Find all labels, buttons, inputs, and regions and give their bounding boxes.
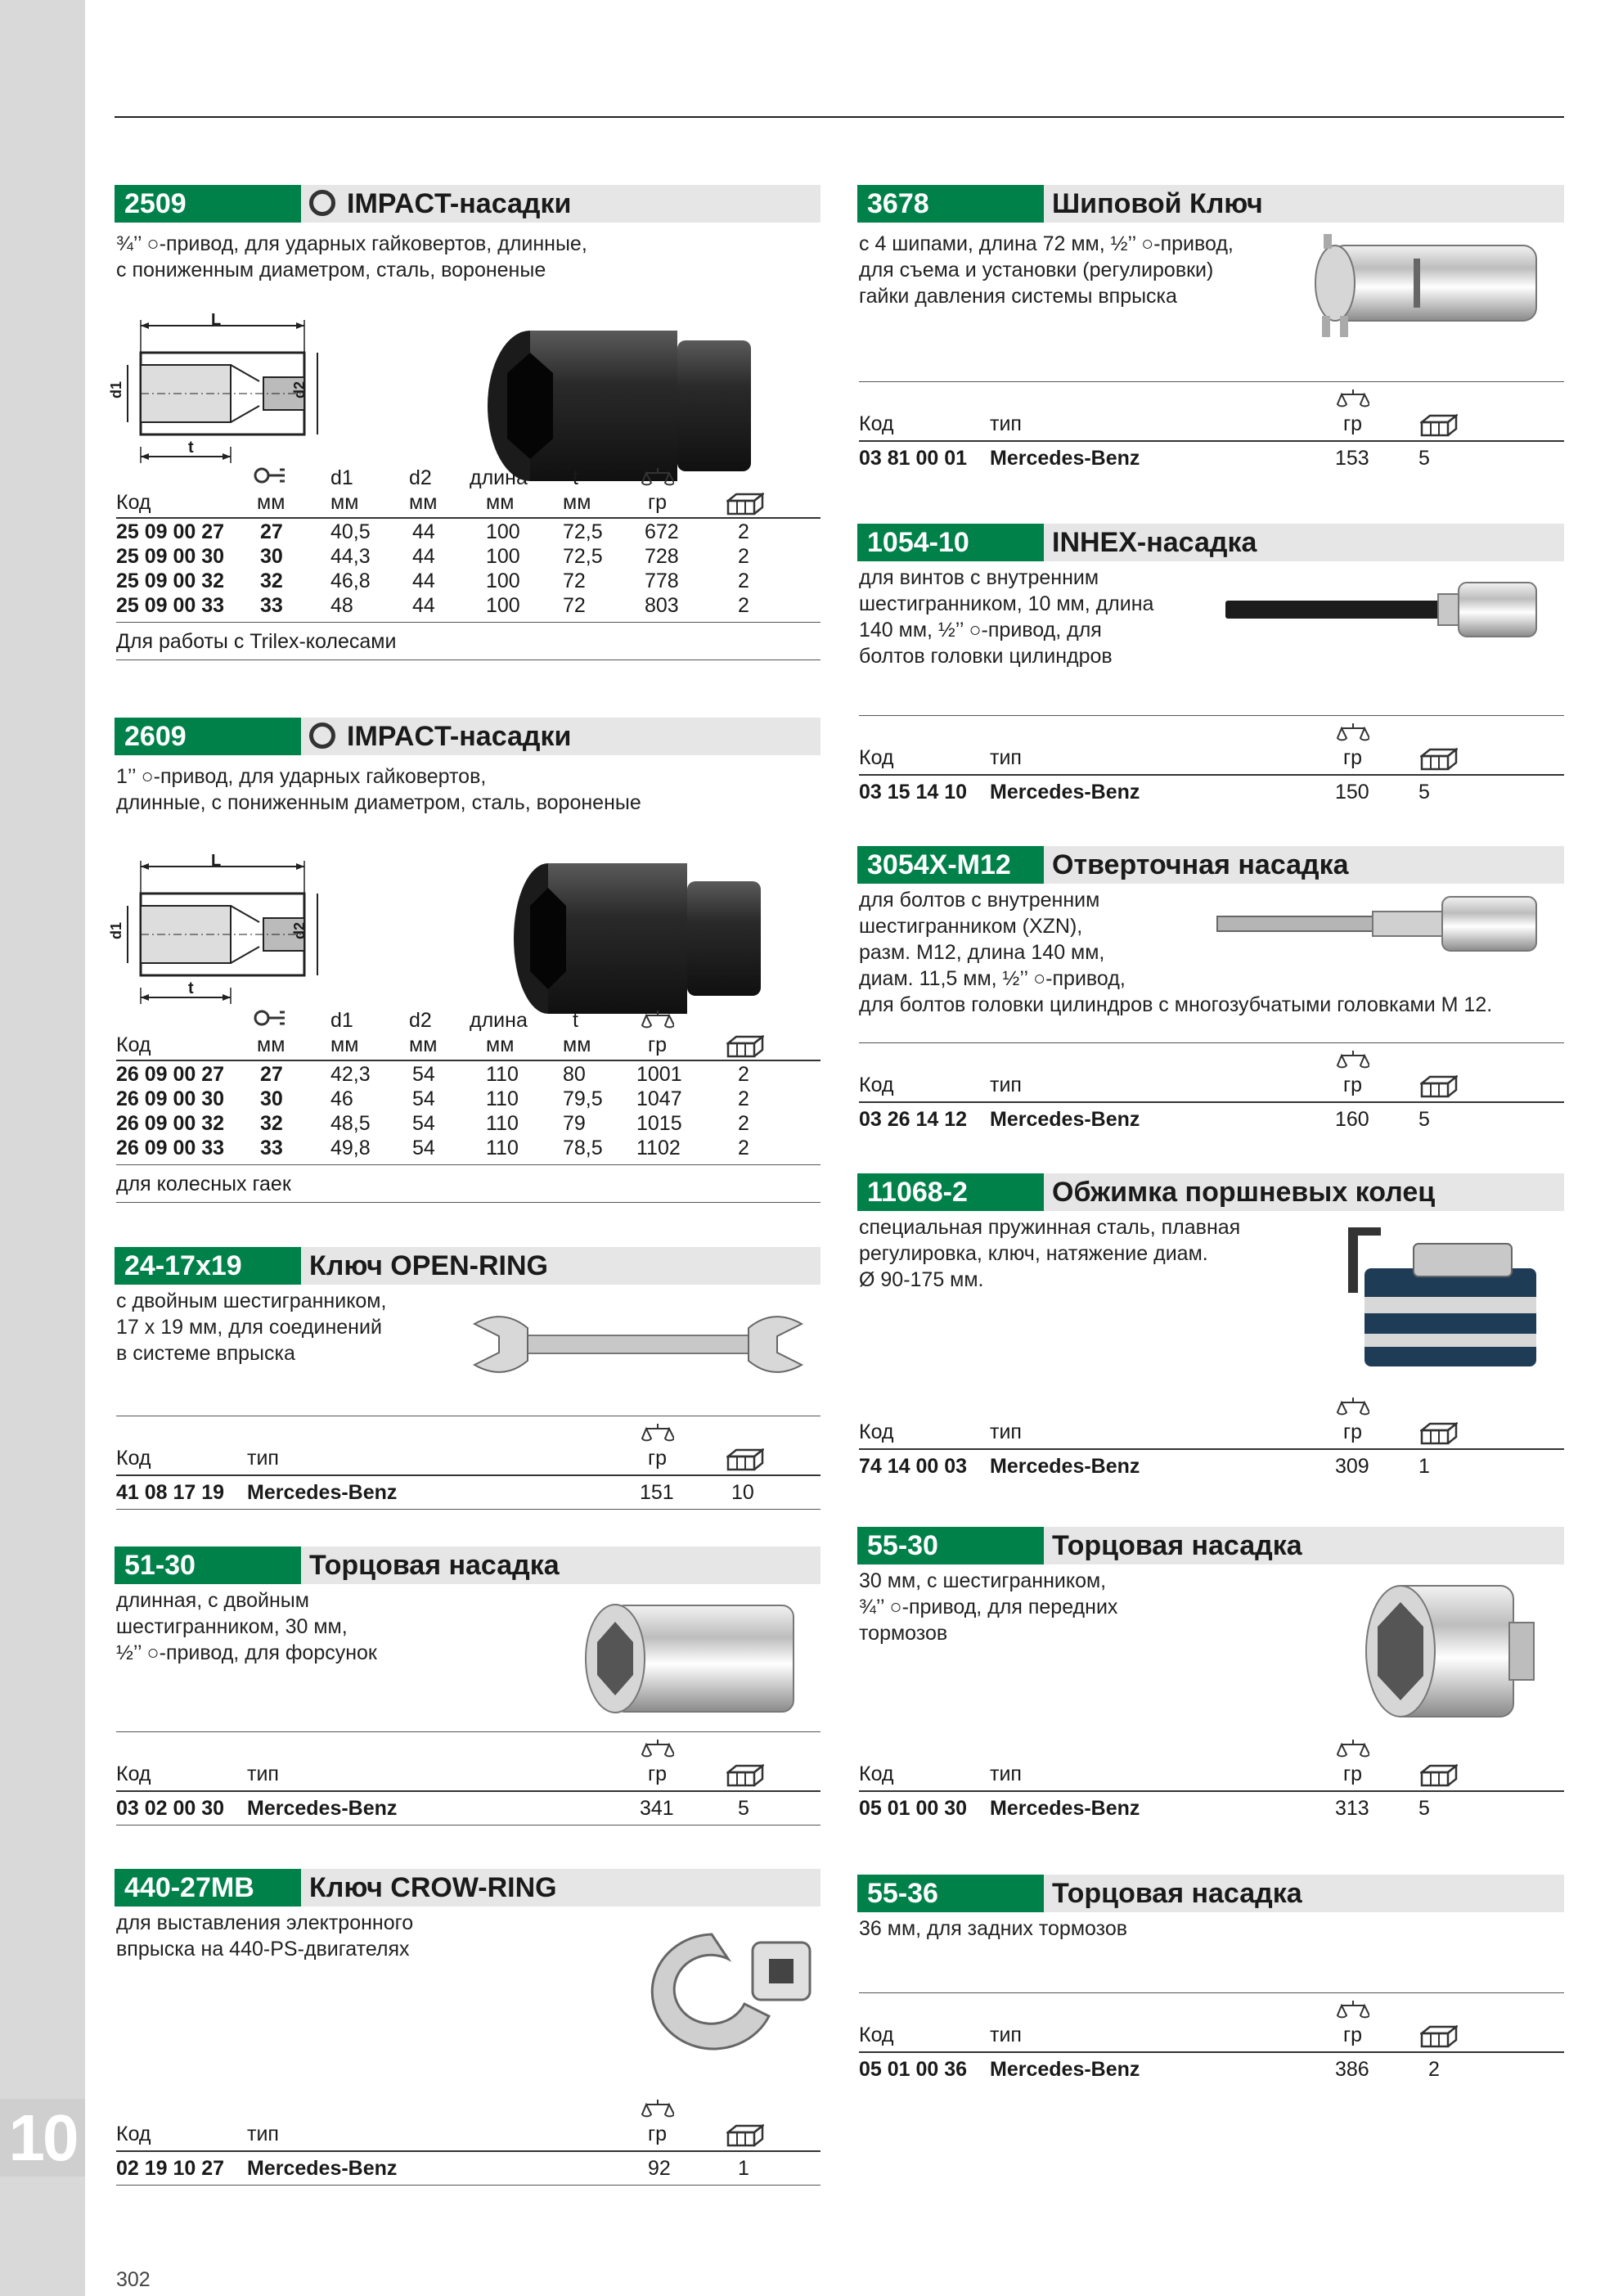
col-t: t [573, 466, 578, 489]
product-title: Торцовая насадка [1052, 1530, 1302, 1561]
table-end-rule [116, 1825, 820, 1826]
product-code: 24-17x19 [115, 1247, 301, 1285]
package-icon [726, 1448, 764, 1471]
package-icon [1420, 414, 1458, 437]
package-icon [1420, 1764, 1458, 1787]
product-description: с двойным шестигранником, 17 x 19 мм, для соединений в системе впрыска [116, 1290, 387, 1365]
weight-icon [641, 466, 674, 491]
product-title: Шиповой Ключ [1052, 188, 1263, 219]
spanner-socket-image [1299, 234, 1544, 340]
weight-icon [1337, 1396, 1369, 1420]
col-code: Код [859, 746, 894, 769]
product-title: IMPACT-насадки [309, 718, 571, 755]
product-code: 3678 [857, 185, 1044, 223]
socket-image [1358, 1578, 1538, 1725]
section-header [857, 524, 1564, 561]
col-code: Код [116, 2123, 151, 2145]
col-code: Код [859, 1420, 894, 1443]
section-2509 [108, 185, 820, 676]
dim-t-label: t [188, 979, 194, 997]
dim-L-label: L [211, 852, 222, 870]
section-55-36 [857, 1875, 1564, 2136]
product-description: для болтов с внутренним шестигранником (XZN), разм. М12, длина 140 мм, диам. 11,5 мм, ½’’ ○-привод, для болтов головки цилиндров с многозубчатыми головками М 12. [859, 889, 1493, 1016]
spec-table: d1 d2 длина t Код мм мм мм мм мм гр 25 09 00 27 27 40,5 44 100 72,5 672 2 25 09 00 30 30 44,3 44 100 72,5 728 2 25 09 00 32 32 46,8 44 100 72 778 2 25 09 00 33 33 48 44 100 72 803 2 Для работы с Trilex-колесами [116, 466, 820, 679]
section-header [857, 185, 1564, 223]
inhex-bit-image [1217, 578, 1544, 643]
col-size-unit: мм [257, 491, 285, 514]
product-description: ¾’’ ○-привод, для ударных гайковертов, длинные, с пониженным диаметром, сталь, вороненые [116, 232, 587, 281]
col-d2-unit: мм [409, 1033, 438, 1056]
weight-icon [1337, 1049, 1369, 1074]
section-440-27MB [115, 1869, 820, 2204]
header-rule [859, 1790, 1564, 1792]
header-rule [859, 440, 1564, 442]
col-length: длина [470, 1009, 528, 1032]
socket-image [581, 1597, 802, 1720]
spec-table: Код тип гр 02 19 10 27 Mercedes-Benz 92 1 [116, 2091, 820, 2198]
col-code: Код [116, 1033, 151, 1056]
table-end-rule [116, 1164, 820, 1165]
open-ring-wrench-image [466, 1308, 810, 1381]
product-title: Ключ CROW-RING [309, 1872, 557, 1903]
weight-icon [641, 2098, 674, 2123]
top-rule [116, 1731, 820, 1732]
product-code: 55-36 [857, 1875, 1044, 1912]
col-type: тип [990, 746, 1022, 769]
section-end-rule [116, 1202, 820, 1203]
product-description: для выставления электронного впрыска на 440-PS-двигателях [116, 1911, 414, 1961]
package-icon [1420, 748, 1458, 771]
section-header [115, 1546, 820, 1584]
spec-table: Код тип гр 03 02 00 30 Mercedes-Benz 341 5 [116, 1731, 820, 1838]
col-code: Код [116, 1447, 151, 1470]
product-code: 2509 [115, 185, 301, 223]
col-d1: d1 [330, 466, 353, 489]
package-icon [726, 493, 764, 515]
col-weight-unit: гр [648, 491, 668, 514]
top-rule [859, 381, 1564, 382]
col-t-unit: мм [563, 1033, 591, 1056]
weight-icon [1337, 1738, 1369, 1763]
header-rule [859, 2051, 1564, 2053]
dim-L-label: L [211, 311, 222, 329]
section-header [857, 1875, 1564, 1912]
top-rule [859, 715, 1564, 716]
section-2609 [108, 718, 820, 1233]
col-len-unit: мм [486, 1033, 515, 1056]
package-icon [1420, 1422, 1458, 1445]
col-weight-unit: гр [1343, 412, 1363, 435]
product-description: длинная, с двойным шестигранником, 30 мм, ½’’ ○-привод, для форсунок [116, 1589, 377, 1664]
weight-icon [1337, 1999, 1369, 2024]
xzn-bit-image [1201, 892, 1544, 957]
crow-ring-wrench-image [605, 1918, 818, 2057]
product-title: Торцовая насадка [309, 1550, 560, 1581]
spec-table: Код тип гр 05 01 00 30 Mercedes-Benz 313 5 [859, 1731, 1564, 1838]
package-icon [726, 1764, 764, 1787]
col-d2: d2 [409, 1009, 432, 1032]
package-icon [726, 1035, 764, 1058]
section-header [115, 718, 820, 755]
chapter-tab: 10 [0, 2099, 85, 2177]
col-weight-unit: гр [648, 1763, 668, 1785]
col-type: тип [990, 1763, 1022, 1785]
col-type: тип [247, 1447, 279, 1470]
header-rule [859, 774, 1564, 776]
spec-table: Код тип гр 74 14 00 03 Mercedes-Benz 309 1 [859, 1389, 1564, 1496]
table-end-rule [116, 622, 820, 623]
col-weight-unit: гр [648, 1033, 668, 1056]
col-type: тип [990, 412, 1022, 435]
dim-d2-label: d2 [291, 380, 308, 399]
section-header [115, 1247, 820, 1285]
spec-table: Код тип гр 05 01 00 36 Mercedes-Benz 386 2 [859, 1992, 1564, 2099]
header-rule [116, 1790, 820, 1792]
section-51-30 [115, 1546, 820, 1833]
col-weight-unit: гр [1343, 746, 1363, 769]
product-code: 51-30 [115, 1546, 301, 1584]
drive-icon [309, 723, 335, 749]
weight-icon [641, 1422, 674, 1447]
package-icon [1420, 2025, 1458, 2048]
spec-table: d1 d2 длина t Код мм мм мм мм мм гр 26 09 00 27 27 42,3 54 110 80 1001 2 26 09 00 30 30 46 54 110 79,5 1047 2 26 09 00 32 32 48,5 54 110 79 1015 2 26 09 00 33 33 49,8 54 110 78,5 1102 2 для колесных гаек [116, 1009, 820, 1238]
spec-table: Код тип гр 03 15 14 10 Mercedes-Benz 150 5 [859, 715, 1564, 822]
product-description: 1’’ ○-привод, для ударных гайковертов, длинные, с пониженным диаметром, сталь, вороненые [116, 765, 641, 814]
product-code: 11068-2 [857, 1173, 1044, 1211]
col-type: тип [247, 1763, 279, 1785]
col-d2-unit: мм [409, 491, 438, 514]
col-weight-unit: гр [1343, 1763, 1363, 1785]
header-rule [116, 2150, 820, 2152]
product-description: 36 мм, для задних тормозов [859, 1917, 1128, 1940]
weight-icon [1337, 722, 1369, 746]
col-t: t [573, 1009, 578, 1032]
product-description: специальная пружинная сталь, плавная регулировка, ключ, натяжение диам. Ø 90-175 мм. [859, 1216, 1241, 1291]
weight-icon [1337, 388, 1369, 412]
product-code: 2609 [115, 718, 301, 755]
dim-t-label: t [188, 439, 194, 457]
section-3678 [857, 185, 1564, 488]
weight-icon [641, 1009, 674, 1033]
product-title: Обжимка поршневых колец [1052, 1177, 1436, 1208]
section-1054-10 [857, 524, 1564, 818]
section-header [857, 846, 1564, 884]
product-code: 1054-10 [857, 524, 1044, 561]
section-3054X-M12 [857, 846, 1564, 1157]
product-description: 30 мм, с шестигранником, ¾’’ ○-привод, для передних тормозов [859, 1569, 1118, 1645]
dim-d1-label: d1 [108, 921, 125, 940]
product-description: с 4 шипами, длина 72 мм, ½’’ ○-привод, для съема и установки (регулировки) гайки давления системы впрыска [859, 232, 1234, 308]
col-size-unit: мм [257, 1033, 285, 1056]
col-code: Код [116, 1763, 151, 1785]
col-code: Код [859, 2024, 894, 2046]
impact-socket-image [507, 857, 769, 1020]
col-code: Код [859, 1763, 894, 1785]
header-rule [116, 517, 820, 519]
spec-table: Код тип гр 03 81 00 01 Mercedes-Benz 153 5 [859, 381, 1564, 488]
col-type: тип [247, 2123, 279, 2145]
section-header [115, 185, 820, 223]
col-code: Код [859, 412, 894, 435]
product-title: IMPACT-насадки [309, 185, 571, 223]
table-end-rule [116, 1509, 820, 1510]
col-type: тип [990, 1074, 1022, 1096]
section-header [857, 1173, 1564, 1211]
package-icon [1420, 1075, 1458, 1098]
spec-table: Код тип гр 03 26 14 12 Mercedes-Benz 160 5 [859, 1042, 1564, 1149]
col-type: тип [990, 1420, 1022, 1443]
side-strip [0, 0, 85, 2296]
top-rule [859, 1042, 1564, 1043]
page-number: 302 [116, 2268, 151, 2291]
table-note: Для работы с Trilex-колесами [116, 630, 397, 653]
dim-d1-label: d1 [108, 380, 125, 399]
col-weight-unit: гр [1343, 1074, 1363, 1096]
product-title: INHEX-насадка [1052, 527, 1257, 558]
section-55-30 [857, 1527, 1564, 1838]
col-weight-unit: гр [1343, 1420, 1363, 1443]
col-d1-unit: мм [330, 491, 359, 514]
piston-ring-compressor-image [1340, 1219, 1553, 1375]
product-title: Торцовая насадка [1052, 1878, 1302, 1909]
product-code: 440-27MB [115, 1869, 301, 1907]
col-length: длина [470, 466, 528, 489]
section-11068-2 [857, 1173, 1564, 1501]
col-t-unit: мм [563, 491, 591, 514]
dim-d2-label: d2 [291, 921, 308, 940]
col-weight-unit: гр [648, 2123, 668, 2145]
section-header [857, 1527, 1564, 1564]
product-code: 3054X-M12 [857, 846, 1044, 884]
wrench-size-icon [254, 466, 286, 484]
drive-icon [309, 190, 335, 216]
col-d2: d2 [409, 466, 432, 489]
header-rule [116, 1060, 820, 1061]
product-title: Ключ OPEN-RING [309, 1250, 548, 1281]
col-weight-unit: гр [1343, 2024, 1363, 2046]
table-end-rule [116, 2185, 820, 2186]
col-weight-unit: гр [648, 1447, 668, 1470]
impact-socket-image [483, 324, 761, 488]
weight-icon [641, 1738, 674, 1763]
header-rule [859, 1101, 1564, 1103]
col-type: тип [990, 2024, 1022, 2046]
product-title: Отверточная насадка [1052, 849, 1349, 880]
header-rule [116, 1474, 820, 1476]
col-d1-unit: мм [330, 1033, 359, 1056]
section-header [115, 1869, 820, 1907]
top-rule [859, 1992, 1564, 1993]
product-description: для винтов с внутренним шестигранником, 10 мм, длина 140 мм, ½’’ ○-привод, для болтов головки цилиндров [859, 566, 1154, 668]
spec-table: Код тип гр 41 08 17 19 Mercedes-Benz 151 10 [116, 1416, 820, 1522]
col-code: Код [859, 1074, 894, 1096]
package-icon [726, 2124, 764, 2147]
product-code: 55-30 [857, 1527, 1044, 1564]
top-rule [115, 116, 1564, 118]
table-note: для колесных гаек [116, 1173, 291, 1195]
section-24-17x19 [115, 1247, 820, 1517]
col-code: Код [116, 491, 151, 514]
wrench-size-icon [254, 1009, 286, 1027]
col-d1: d1 [330, 1009, 353, 1032]
col-len-unit: мм [486, 491, 515, 514]
header-rule [859, 1448, 1564, 1450]
